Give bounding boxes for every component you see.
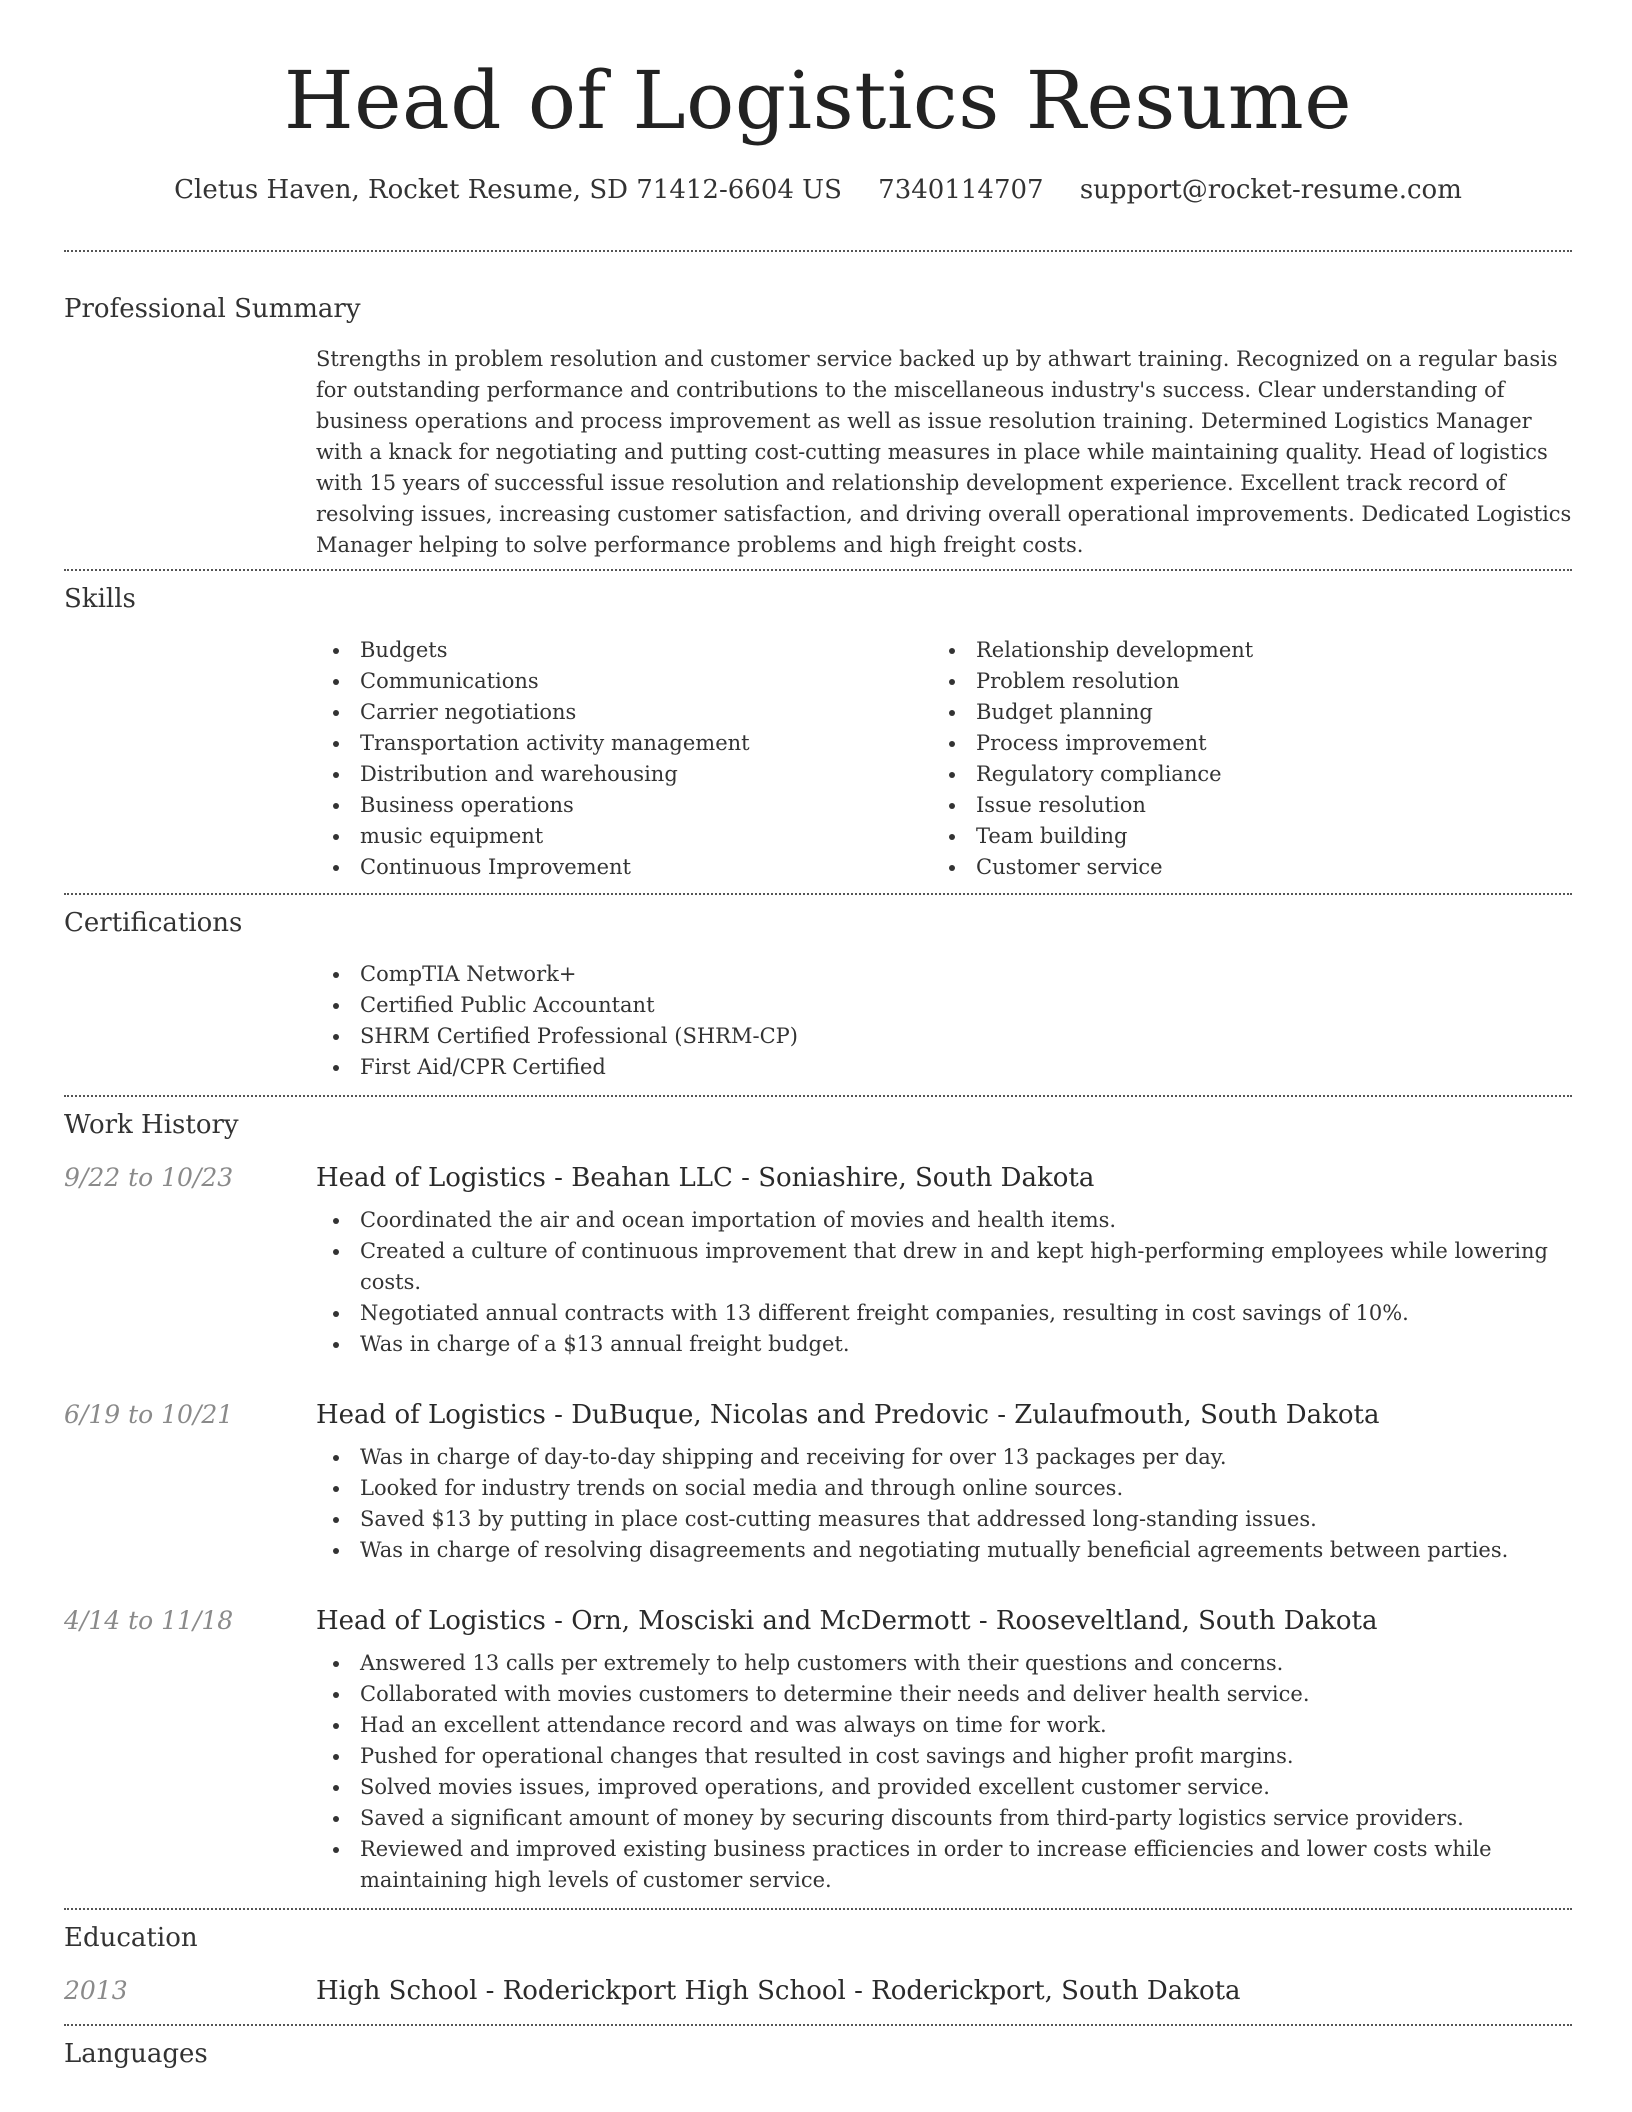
contact-phone: 7340114707 [878,175,1044,205]
divider [64,893,1572,895]
certification-item: First Aid/CPR Certified [316,1052,1572,1083]
contact-email: support@rocket-resume.com [1079,175,1462,205]
resume-title: Head of Logistics Resume [283,54,1353,147]
skill-item: Process improvement [932,728,1548,759]
education-entry [64,1976,1572,2006]
job-bullet: Solved movies issues, improved operations, and provided excellent customer service. [316,1772,1572,1803]
job-title: Head of Logistics - Orn, Mosciski and McDermott - Rooseveltland, South Dakota [316,1606,1378,1636]
job-bullet: Was in charge of resolving disagreements and negotiating mutually beneficial agreements between parties. [316,1535,1572,1566]
job-bullet: Reviewed and improved existing business practices in order to increase efficiencies and lower costs while maintaining high levels of customer service. [316,1834,1572,1896]
education-year: 2013 [64,1976,128,2005]
skill-item: Budget planning [932,697,1548,728]
skill-item: Relationship development [932,635,1548,666]
job-dates: 4/14 to 11/18 [64,1606,234,1635]
skill-item: Regulatory compliance [932,759,1548,790]
skill-item: Budgets [316,635,932,666]
skill-item: music equipment [316,821,932,852]
contact-line [64,172,1572,208]
summary-heading: Professional Summary [64,294,361,324]
job-bullets [316,1442,1572,1566]
skill-item: Customer service [932,852,1548,883]
job-bullet: Saved $13 by putting in place cost-cutting measures that addressed long-standing issues. [316,1504,1572,1535]
skill-item: Carrier negotiations [316,697,932,728]
skills-column-right [932,635,1548,883]
job-title: Head of Logistics - DuBuque, Nicolas and Predovic - Zulaufmouth, South Dakota [316,1400,1380,1430]
certification-item: SHRM Certified Professional (SHRM-CP) [316,1021,1572,1052]
job-entry [64,1163,1572,1360]
skill-item: Issue resolution [932,790,1548,821]
skill-item: Problem resolution [932,666,1548,697]
job-bullet: Answered 13 calls per extremely to help customers with their questions and concerns. [316,1648,1572,1679]
job-header [64,1400,1572,1430]
job-title: Head of Logistics - Beahan LLC - Soniashire, South Dakota [316,1163,1095,1193]
job-bullet: Saved a significant amount of money by securing discounts from third-party logistics service providers. [316,1803,1572,1834]
job-entry [64,1606,1572,1896]
job-bullet: Was in charge of day-to-day shipping and receiving for over 13 packages per day. [316,1442,1572,1473]
work-history-heading: Work History [64,1110,239,1140]
divider [64,2024,1572,2026]
job-entry [64,1400,1572,1566]
resume-page [64,0,1572,2072]
job-bullet: Collaborated with movies customers to determine their needs and deliver health service. [316,1679,1572,1710]
skill-item: Transportation activity management [316,728,932,759]
job-dates: 9/22 to 10/23 [64,1163,234,1192]
skills-list [316,635,1572,883]
skill-item: Distribution and warehousing [316,759,932,790]
certifications-heading: Certifications [64,908,243,938]
divider [64,1908,1572,1910]
education-heading: Education [64,1923,198,1953]
job-bullet: Pushed for operational changes that resulted in cost savings and higher profit margins. [316,1741,1572,1772]
job-bullets [316,1648,1572,1896]
skill-item: Communications [316,666,932,697]
job-bullet: Coordinated the air and ocean importation of movies and health items. [316,1205,1572,1236]
job-bullet: Had an excellent attendance record and was always on time for work. [316,1710,1572,1741]
skill-item: Team building [932,821,1548,852]
job-dates: 6/19 to 10/21 [64,1400,234,1429]
skill-item: Business operations [316,790,932,821]
skills-column-left [316,635,932,883]
languages-heading: Languages [64,2039,208,2069]
job-bullet: Created a culture of continuous improvement that drew in and kept high-performing employees while lowering costs. [316,1236,1572,1298]
job-header [64,1606,1572,1636]
divider [64,250,1572,252]
summary-text: Strengths in problem resolution and customer service backed up by athwart training. Recognized on a regular basis for outstanding performance and contributions to the miscellaneous industry's success. Clear understanding of business operations and process improvement as well as issue resolution training. Determined Logistics Manager with a knack for negotiating and putting cost-cutting measures in place while maintaining quality. Head of logistics with 15 years of successful issue resolution and relationship development experience. Excellent track record of resolving issues, increasing customer satisfaction, and driving overall operational improvements. Dedicated Logistics Manager helping to solve performance problems and high freight costs. [316,347,1572,557]
divider [64,569,1572,571]
job-bullet: Was in charge of a $13 annual freight budget. [316,1329,1572,1360]
certification-item: Certified Public Accountant [316,990,1572,1021]
job-bullet: Looked for industry trends on social media and through online sources. [316,1473,1572,1504]
skill-item: Continuous Improvement [316,852,932,883]
divider [64,1095,1572,1097]
certification-item: CompTIA Network+ [316,959,1572,990]
skills-heading: Skills [64,584,136,614]
job-bullet: Negotiated annual contracts with 13 different freight companies, resulting in cost savings of 10%. [316,1298,1572,1329]
job-bullets [316,1205,1572,1360]
job-header [64,1163,1572,1193]
education-title: High School - Roderickport High School - Roderickport, South Dakota [316,1976,1241,2006]
contact-address: Cletus Haven, Rocket Resume, SD 71412-6604 US [174,175,842,205]
certifications-list [316,959,1572,1083]
